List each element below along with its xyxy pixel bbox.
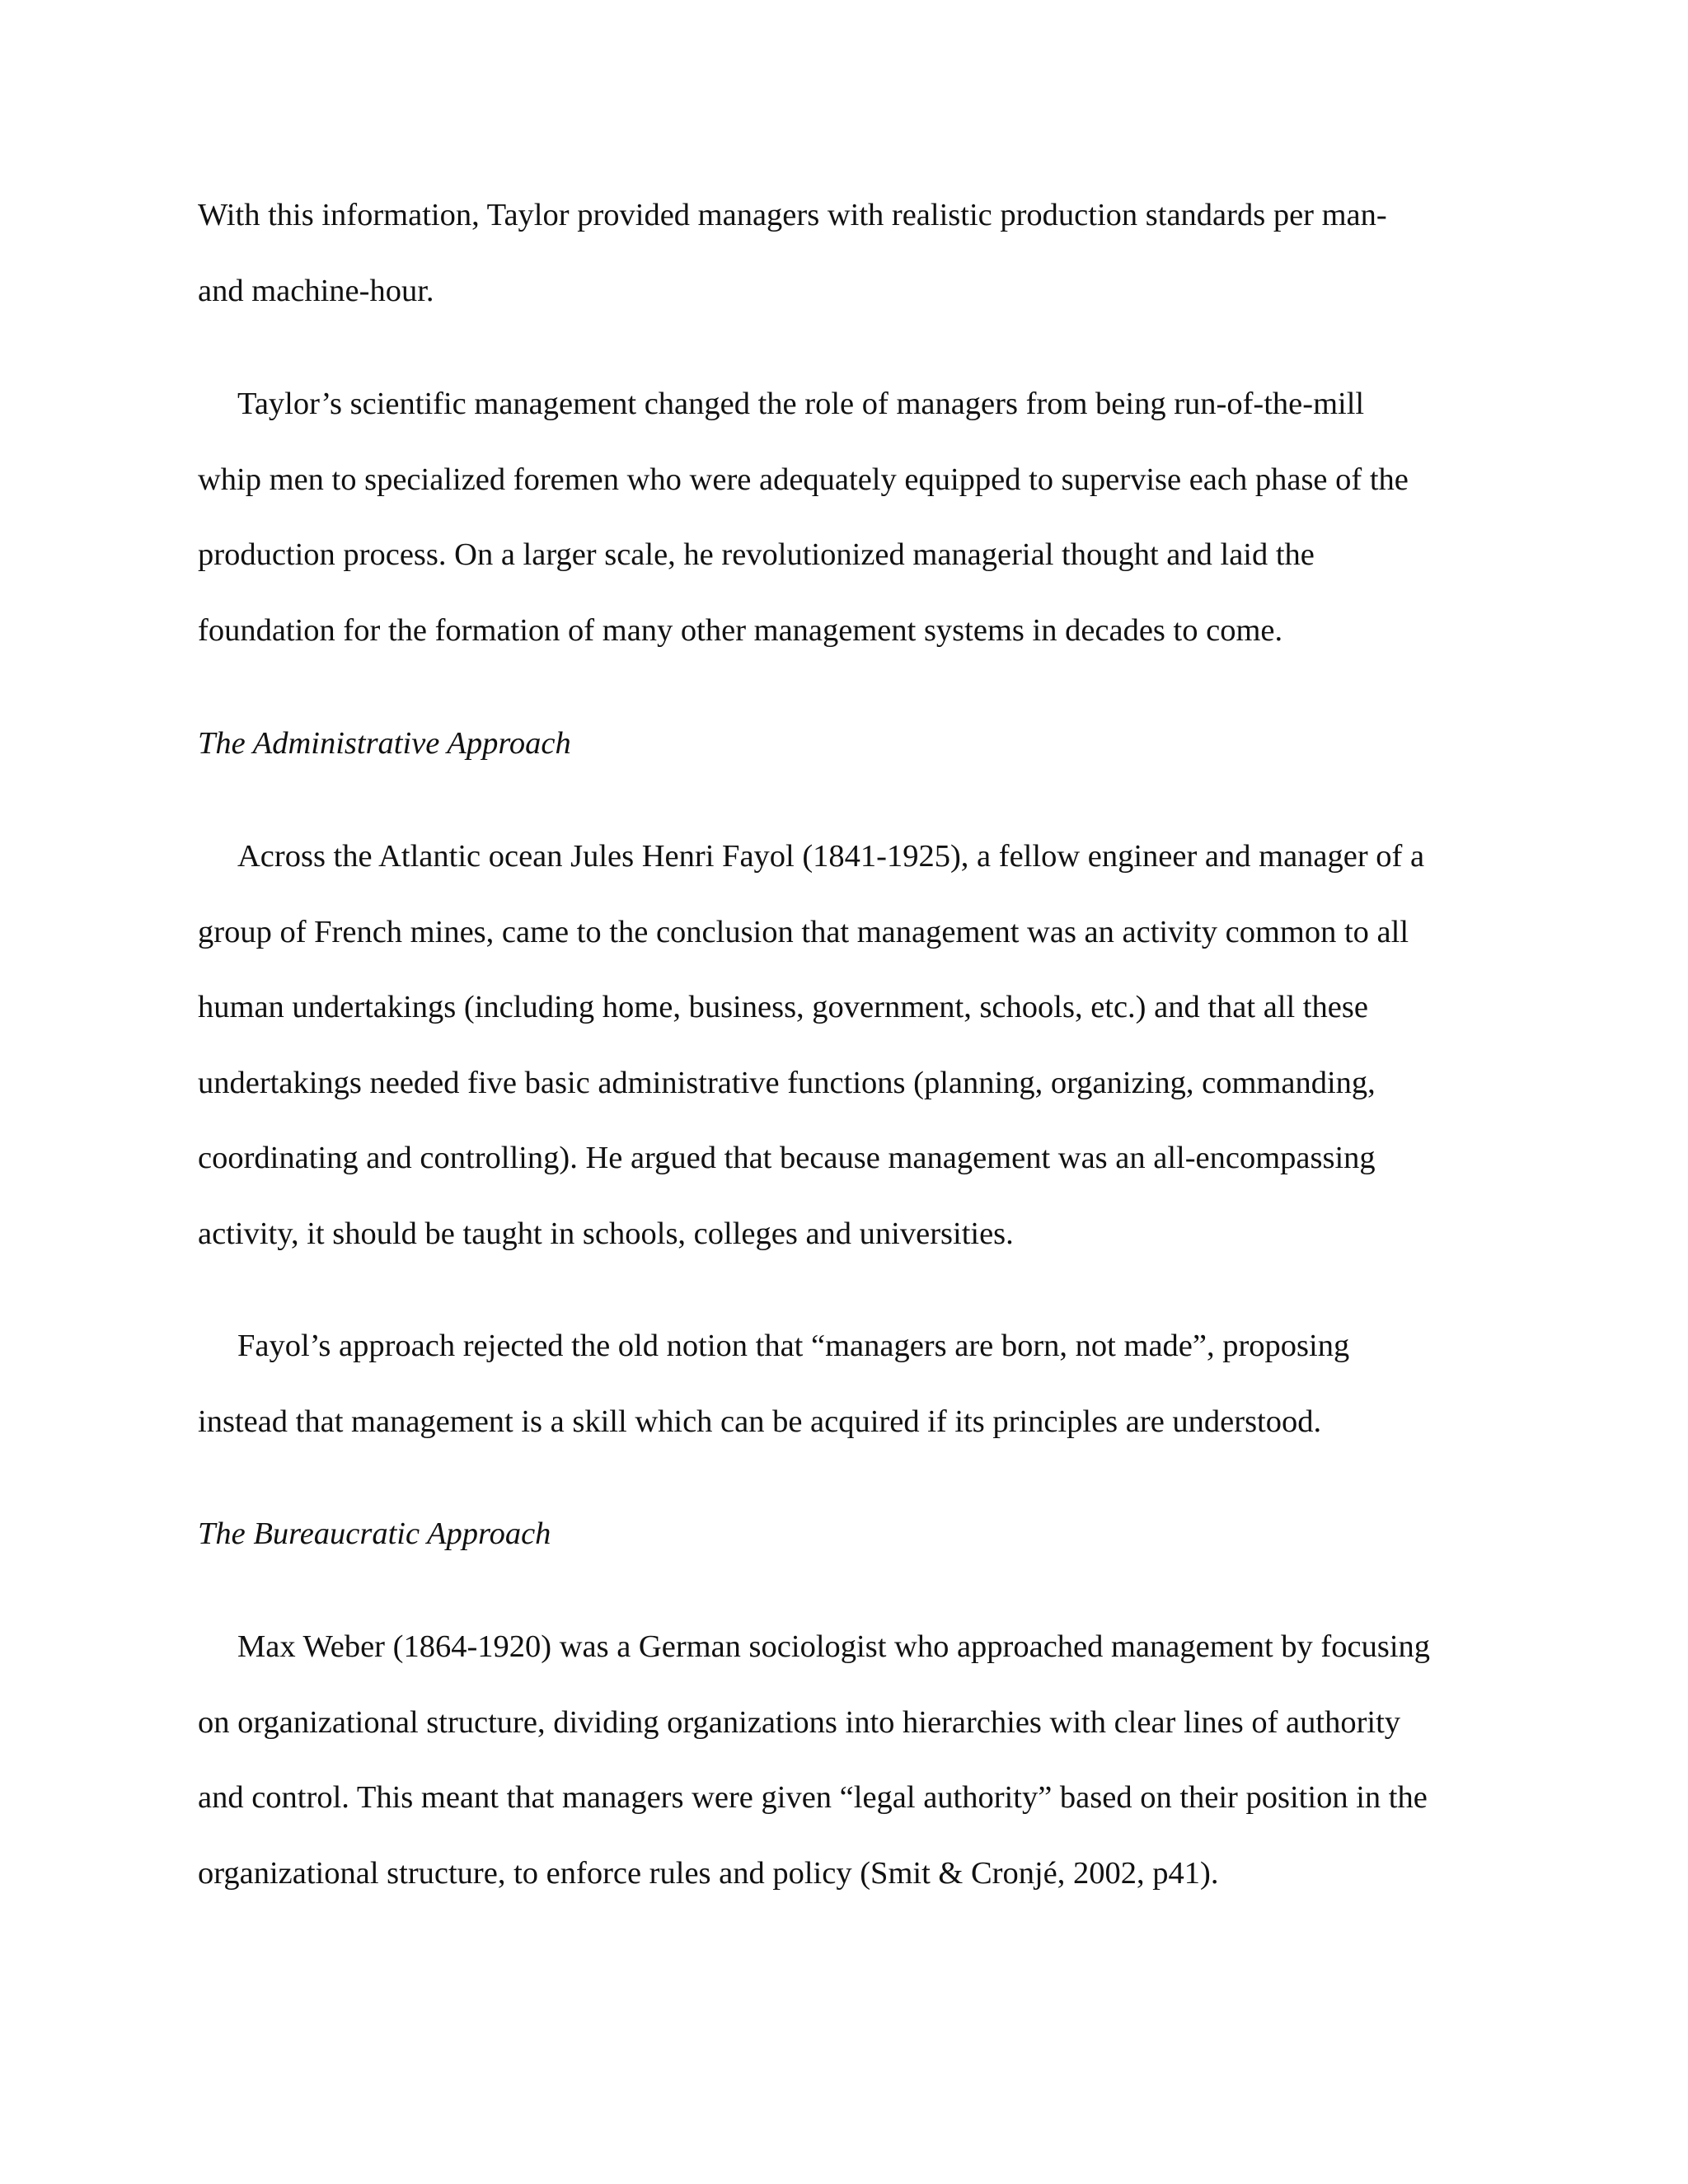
section-heading-administrative: [198, 706, 1500, 782]
text-line: instead that management is a skill which can be acquired if its principles are understood.: [198, 1404, 1322, 1439]
text-line: organizational structure, to enforce rules and policy (Smit & Cronjé, 2002, p41).: [198, 1855, 1219, 1891]
heading-text: The Administrative Approach: [198, 726, 571, 761]
text-line: activity, it should be taught in schools, colleges and universities.: [198, 1216, 1014, 1251]
text-line: Fayol’s approach rejected the old notion that “managers are born, not made”, proposing: [237, 1329, 1350, 1363]
paragraph-fayol: [198, 819, 1500, 1272]
text-line: production process. On a larger scale, he revolutionized managerial thought and laid the: [198, 537, 1315, 572]
text-line: foundation for the formation of many other management systems in decades to come.: [198, 612, 1283, 648]
text-line: on organizational structure, dividing organizations into hierarchies with clear lines of authority: [198, 1704, 1401, 1740]
text-line: Taylor’s scientific management changed the role of managers from being run-of-the-mill: [237, 387, 1365, 421]
text-line: whip men to specialized foremen who were adequately equipped to supervise each phase of the: [198, 462, 1409, 497]
text-line: Across the Atlantic ocean Jules Henri Fayol (1841-1925), a fellow engineer and manager of a: [237, 839, 1425, 874]
text-line: coordinating and controlling). He argued that because management was an all-encompassing: [198, 1141, 1376, 1175]
text-line: undertakings needed five basic administrative functions (planning, organizing, commanding,: [198, 1065, 1376, 1100]
paragraph-taylor: [198, 367, 1500, 668]
text-line: and machine-hour.: [198, 273, 434, 308]
section-heading-bureaucratic: [198, 1497, 1500, 1572]
text-line: and control. This meant that managers were given “legal authority” based on their position in the: [198, 1780, 1428, 1815]
heading-text: The Bureaucratic Approach: [198, 1516, 551, 1551]
text-line: With this information, Taylor provided managers with realistic production standards per man-: [198, 198, 1387, 232]
paragraph-continuation: [198, 178, 1500, 329]
text-line: group of French mines, came to the conclusion that management was an activity common to all: [198, 914, 1409, 949]
text-line: Max Weber (1864-1920) was a German sociologist who approached management by focusing: [237, 1629, 1431, 1664]
paragraph-weber: [198, 1610, 1500, 1911]
text-line: human undertakings (including home, business, government, schools, etc.) and that all these: [198, 990, 1368, 1024]
paragraph-fayol-approach: [198, 1309, 1500, 1460]
